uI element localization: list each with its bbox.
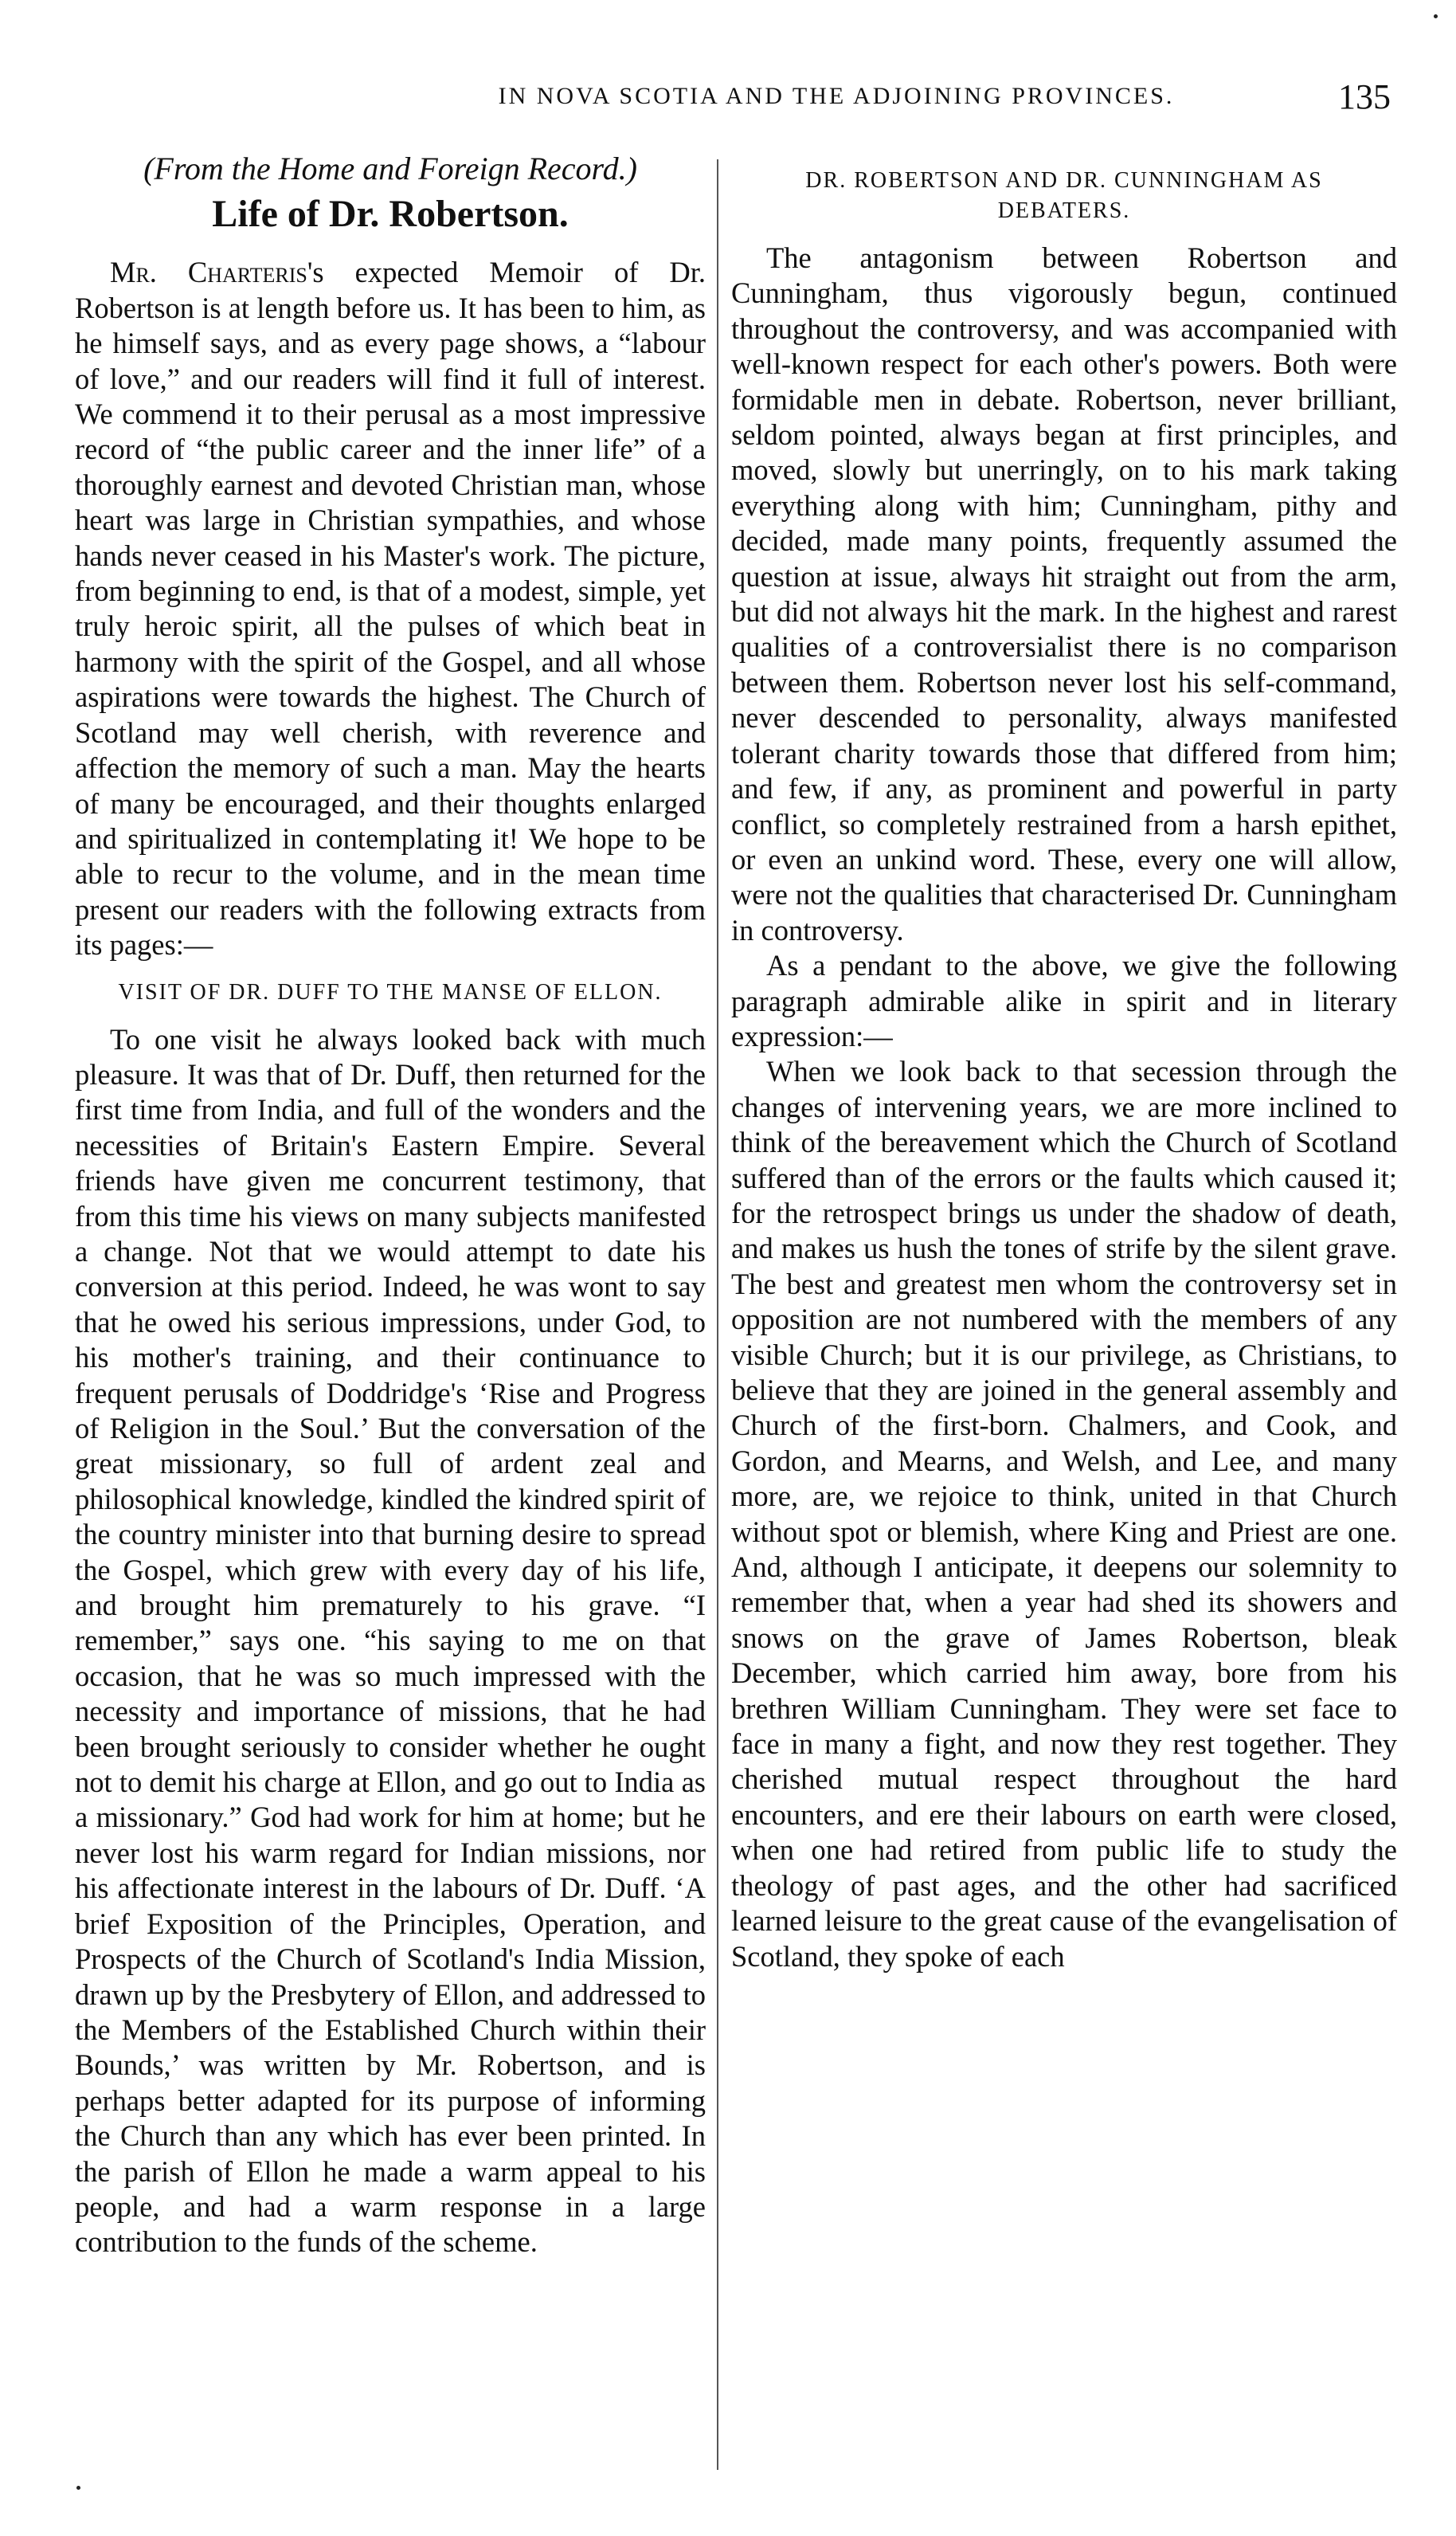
intro-paragraph	[75, 255, 706, 962]
ink-speck	[76, 2486, 80, 2490]
pendant-paragraph: As a pendant to the above, we give the following paragraph admirable alike in spirit and in literary expression:—	[731, 949, 1397, 1052]
intro-text: 's expected Memoir of Dr. Robertson is at length before us. It has been to him, as he himself says, and as every page shows, a “labour of love,” and our readers will find it full of interest. We commend it to their perusal as a most impressive record of “the public career and the inner life” of a thoroughly earnest and devoted Christian man, whose heart was large in Christian sympathies, and whose hands never ceased in his Master's work. The picture, from beginning to end, is that of a modest, simple, yet truly heroic spirit, all the pulses of which beat in harmony with the spirit of the Gospel, and all whose aspirations were towards the highest. The Church of Scotland may well cherish, with reverence and affection the memory of such a man. May the hearts of many be encouraged, and their thoughts enlarged and spiritualized in contemplating it! We hope to be able to recur to the volume, and in the mean time present our readers with the following extracts from its pages:—	[75, 256, 706, 962]
source-note: (From the Home and Foreign Record.)	[143, 151, 637, 186]
running-head: IN NOVA SCOTIA AND THE ADJOINING PROVINCES.	[498, 83, 1175, 109]
intro-author: Mr. Charteris	[110, 256, 307, 289]
duff-visit-paragraph: To one visit he always looked back with much pleasure. It was that of Dr. Duff, then returned for the first time from India, and full of the wonders and the necessities of Britain's Eastern Empire. Several friends have given me concurrent testimony, that from this time his views on many subjects manifested a change. Not that we would attempt to date his conversion at this period. Indeed, he was wont to say that he owed his serious impressions, under God, to his mother's training, and their continuance to frequent perusals of Doddridge's ‘Rise and Progress of Religion in the Soul.’ But the conversation of the great missionary, so full of ardent zeal and philosophical knowledge, kindled the kindred spirit of the country minister into that burning desire to spread the Gospel, which grew with every day of his life, and brought him prematurely to his grave. “I remember,” says one. “his saying to me on that occasion, that he was so much impressed with the necessity and importance of missions, that he had been brought seriously to consider whether he ought not to demit his charge at Ellon, and go out to India as a missionary.” God had work for him at home; but he never lost his warm regard for Indian missions, nor his affectionate interest in the labours of Dr. Duff. ‘A brief Exposition of the Principles, Operation, and Prospects of the Church of Scotland's India Mission, drawn up by the Presbytery of Ellon, and addressed to the Members of the Established Church within their Bounds,’ was written by Mr. Robertson, and is perhaps better adapted for its purpose of informing the Church than any which has ever been printed. In the parish of Ellon he made a warm appeal to his people, and had a warm response in a large contribution to the funds of the scheme.	[75, 1022, 706, 2259]
section-heading-debaters: DR. ROBERTSON AND DR. CUNNINGHAM AS DEBATERS.	[805, 168, 1323, 223]
right-column	[731, 151, 1397, 1974]
left-column	[75, 151, 706, 2260]
column-rule	[717, 159, 718, 2470]
page-number: 135	[1338, 77, 1391, 116]
article-title: Life of Dr. Robertson.	[212, 193, 569, 236]
ink-speck	[1434, 14, 1438, 18]
section-heading-duff-visit: VISIT OF DR. DUFF TO THE MANSE OF ELLON.	[118, 979, 663, 1005]
quoted-paragraph: When we look back to that secession through the changes of intervening years, we are more inclined to think of the bereavement which the Church of Scotland suffered than of the errors or the faults which caused it; for the retrospect brings us under the shadow of death, and makes us hush the tones of strife by the silent grave. The best and greatest men whom the controversy set in opposition are not numbered with the members of any visible Church; but it is our privilege, as Christians, to believe that they are joined in the general assembly and Church of the first-born. Chalmers, and Cook, and Gordon, and Mearns, and Welsh, and Lee, and many more, are, we rejoice to think, united in that Church without spot or blemish, where King and Priest are one. And, although I anticipate, it deepens our solemnity to remember that, when a year had shed its showers and snows on the grave of James Robertson, bleak December, which carried him away, bore from his brethren William Cunningham. They were set face to face in many a fight, and now they rest together. They cherished mutual respect throughout the hard encounters, and ere their labours on earth were closed, when one had retired from public life to study the theology of past ages, and the other had sacrificed learned leisure to the great cause of the evangelisation of Scotland, they spoke of each	[731, 1055, 1397, 1973]
debaters-paragraph: The antagonism between Robertson and Cunningham, thus vigorously begun, continued throughout the controversy, and was accompanied with well-known respect for each other's powers. Both were formidable men in debate. Robertson, never brilliant, seldom pointed, always began at first principles, and moved, slowly but unerringly, on to his mark taking everything along with him; Cunningham, pithy and decided, made many points, frequently assumed the question at issue, always hit straight out from the arm, but did not always hit the mark. In the highest and rarest qualities of a controversialist there is no comparison between them. Robertson never lost his self-command, never descended to personality, always manifested tolerant charity towards those that differed from him; and few, if any, as prominent and powerful in party conflict, so completely restrained from a harsh epithet, or even an unkind word. These, every one will allow, were not the qualities that characterised Dr. Cunningham in controversy.	[731, 241, 1397, 947]
